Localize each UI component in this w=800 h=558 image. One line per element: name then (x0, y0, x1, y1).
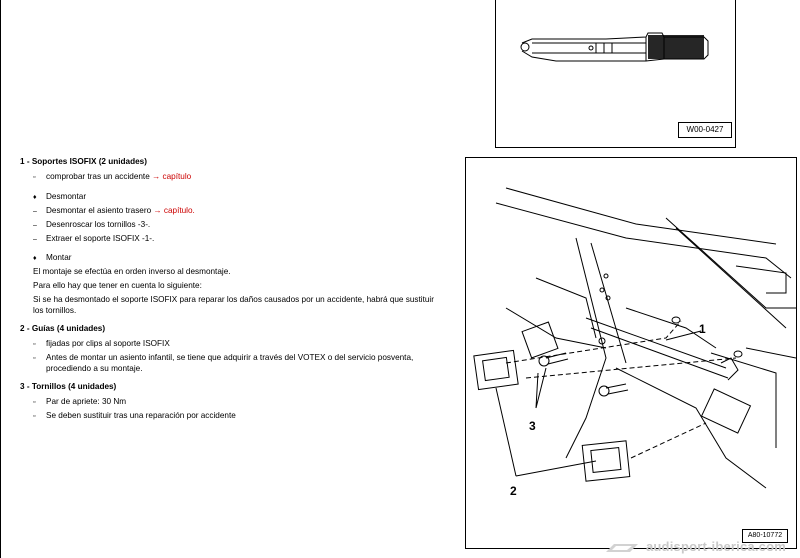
list-item: – Extraer el soporte ISOFIX -1-. (33, 234, 155, 243)
checkbox-bullet-icon: ▫ (33, 355, 36, 362)
section-title-isofix-supports: 1 - Soportes ISOFIX (2 unidades) (20, 157, 147, 166)
list-item: ▫ Par de apriete: 30 Nm (33, 397, 127, 406)
page-left-border (0, 0, 1, 558)
list-item: ▫ Antes de montar un asiento infantil, se tiene que adquirir a través del VOTEX o del servicio posventa, (33, 353, 414, 362)
diamond-bullet-icon: ♦ (33, 194, 37, 201)
paragraph: Si se ha desmontado el soporte ISOFIX para reparar los daños causados por un accidente, habrá que sustituir (33, 295, 434, 304)
section-title-guides: 2 - Guías (4 unidades) (20, 324, 106, 333)
list-item: ▫ Se deben sustituir tras una reparación por accidente (33, 411, 236, 420)
callout-3: 3 (529, 419, 536, 433)
checkbox-bullet-icon: ▫ (33, 341, 36, 348)
figure-code: A80-10772 (742, 529, 788, 543)
dash-bullet-icon: – (33, 222, 37, 229)
checkbox-bullet-icon: ▫ (33, 399, 36, 406)
callout-1: 1 (699, 322, 706, 336)
diamond-bullet-icon: ♦ (33, 255, 37, 262)
checkbox-bullet-icon: ▫ (33, 413, 36, 420)
paragraph: El montaje se efectúa en orden inverso al desmontaje. (33, 267, 231, 276)
checkbox-bullet-icon: ▫ (33, 174, 36, 181)
list-item: ♦ Montar (33, 253, 72, 262)
list-item: – Desenroscar los tornillos -3-. (33, 220, 151, 229)
site-logo-icon (602, 542, 640, 554)
isofix-exploded-view-figure (465, 157, 797, 549)
paragraph: Para ello hay que tener en cuenta lo siguiente: (33, 281, 202, 290)
list-item: ▫ fijadas por clips al soporte ISOFIX (33, 339, 170, 348)
dash-bullet-icon: – (33, 208, 37, 215)
figure-code: W00-0427 (678, 122, 732, 138)
watermark: audisport-iberica.com (646, 539, 786, 554)
torque-wrench-figure (495, 0, 736, 148)
dash-bullet-icon: – (33, 236, 37, 243)
list-item-continuation: procediendo a su montaje. (46, 364, 143, 373)
list-item: – Desmontar el asiento trasero → capítulo. (33, 206, 195, 215)
paragraph: los tornillos. (33, 306, 77, 315)
list-item: ♦ Desmontar (33, 192, 87, 201)
section-title-bolts: 3 - Tornillos (4 unidades) (20, 382, 117, 391)
list-item: ▫ comprobar tras un accidente → capítulo (33, 172, 192, 181)
callout-2: 2 (510, 484, 517, 498)
chapter-link[interactable]: → capítulo. (153, 206, 195, 215)
chapter-link[interactable]: → capítulo (152, 172, 192, 181)
